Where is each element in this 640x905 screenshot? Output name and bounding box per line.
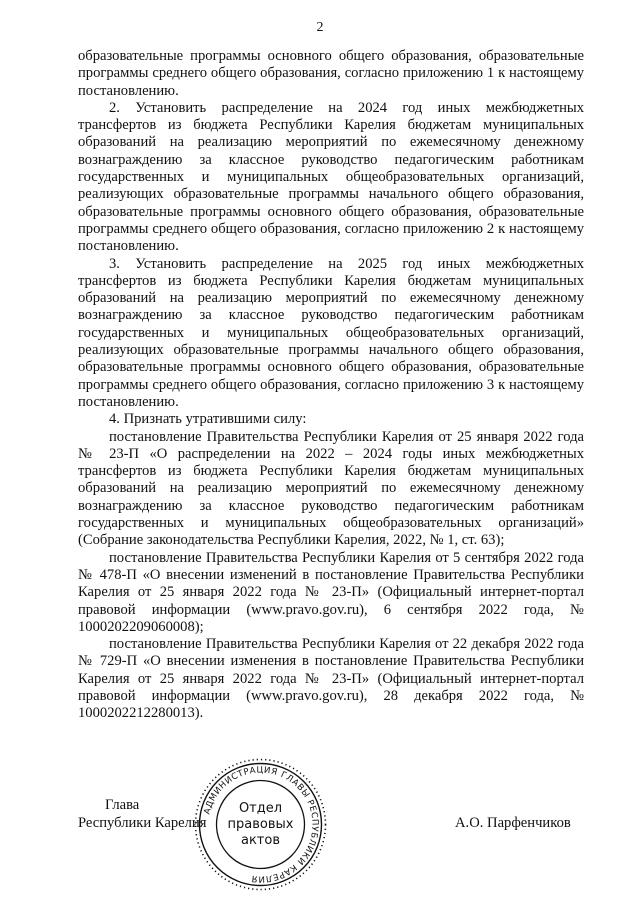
stamp-ring-text: АДМИНИСТРАЦИЯ ГЛАВЫ РЕСПУБЛИКИ КАРЕЛИЯ [202, 765, 320, 884]
page-number: 2 [316, 20, 324, 35]
paragraph-item-2: 2. Установить распределение на 2024 год иных межбюджетных трансфертов из бюджета Республики Карелия бюджетам муниципальных образований на реализацию мероприятий по ежемесячному денежному вознаграждению за классное руководство педагогическим работникам государственных и муниципальных общеобразовательных организаций, реализующих образовательные программы начального общего образования, образовательные программы основного общего образования, образовательные программы среднего общего образования, согласно приложению 2 к настоящему постановлению. [78, 99, 584, 255]
paragraph-continuation: образовательные программы основного общего образования, образовательные программы среднего общего образования, согласно приложению 1 к настоящему постановлению. [78, 48, 584, 99]
repealed-act-3: постановление Правительства Республики Карелия от 22 декабря 2022 года № 729-П «О внесении изменения в постановление Правительства Республики Карелия от 25 января 2022 года № 23-П» (Официальный интернет-портал правовой информации (www.pravo.gov.ru), 28 декабря 2022 года, № 1000202212280013). [78, 636, 584, 722]
signatory-name: А.О. Парфенчиков [455, 815, 571, 831]
signatory-title-line-1: Глава [105, 797, 140, 813]
stamp-line-1: Отдел [238, 801, 283, 816]
document-body [78, 48, 584, 723]
repealed-act-2: постановление Правительства Республики Карелия от 5 сентября 2022 года № 478-П «О внесении изменений в постановление Правительства Республики Карелия от 25 января 2022 года № 23-П» (Официальный интернет-портал правовой информации (www.pravo.gov.ru), 6 сентября 2022 года, № 1000202209060008); [78, 549, 584, 635]
paragraph-item-4: 4. Признать утратившими силу: [109, 411, 307, 428]
paragraph-item-3: 3. Установить распределение на 2025 год иных межбюджетных трансфертов из бюджета Республики Карелия бюджетам муниципальных образований на реализацию мероприятий по ежемесячному денежному вознаграждению за классное руководство педагогическим работникам государственных и муниципальных общеобразовательных организаций, реализующих образовательные программы начального общего образования, образовательные программы основного общего образования, образовательные программы среднего общего образования, согласно приложению 3 к настоящему постановлению. [78, 255, 584, 410]
stamp-line-3: актов [240, 833, 281, 848]
stamp-line-2: правовых [227, 817, 294, 832]
official-stamp [193, 757, 328, 892]
signatory-title [78, 796, 206, 832]
signatory-title-line-2: Республики Карелия [78, 815, 207, 831]
repealed-act-1: постановление Правительства Республики Карелия от 25 января 2022 года № 23-П «О распределении на 2022 – 2024 годы иных межбюджетных трансфертов из бюджета Республики Карелия бюджетам муниципальных образований на реализацию мероприятий по ежемесячному денежному вознаграждению за классное руководство педагогическим работникам государственных и муниципальных общеобразовательных организаций» (Собрание законодательства Республики Карелия, 2022, № 1, ст. 63); [78, 428, 584, 549]
